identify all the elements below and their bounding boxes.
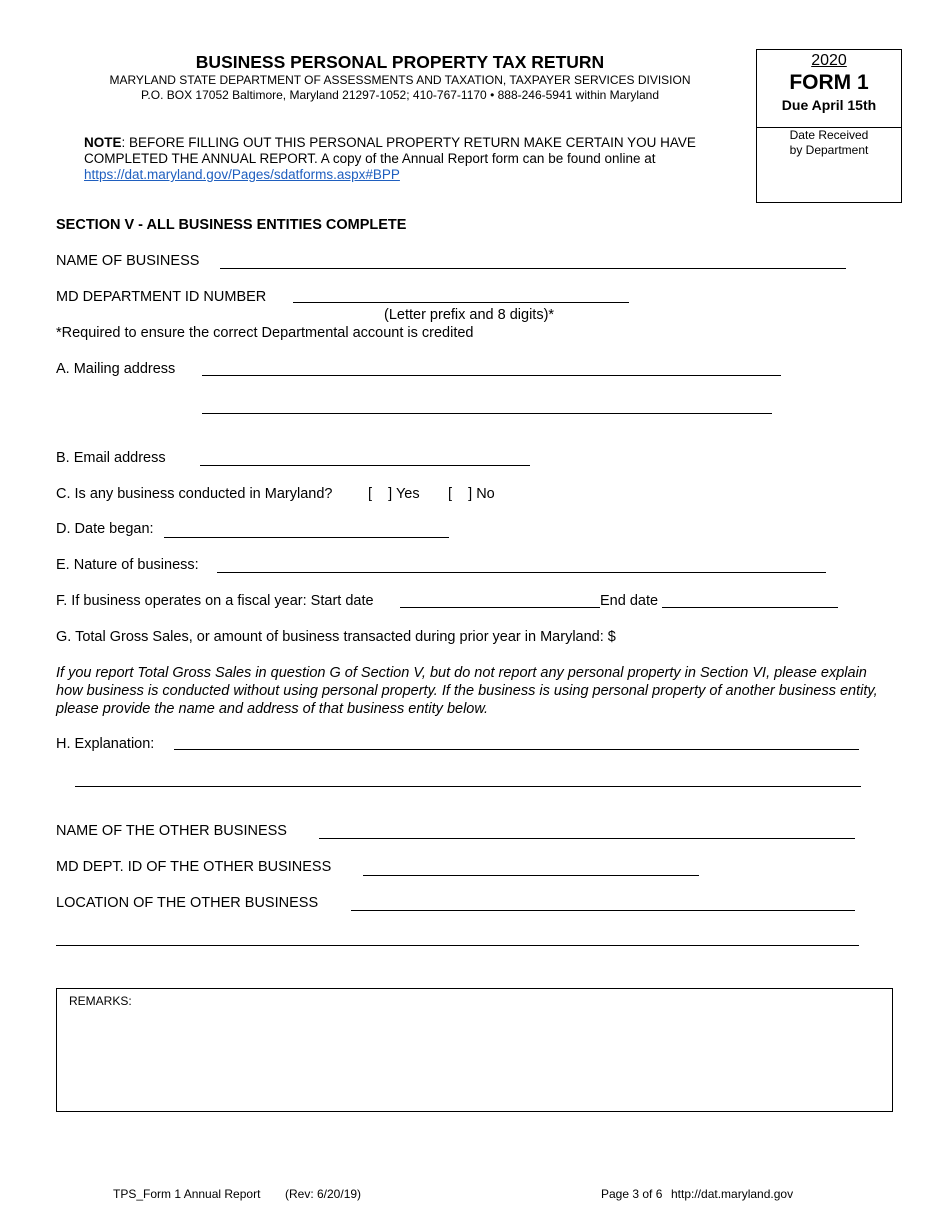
explanation-field-2[interactable]: [75, 786, 861, 787]
note-paragraph: [84, 135, 744, 183]
remarks-label: REMARKS:: [69, 994, 132, 1008]
other-business-id-field[interactable]: [363, 875, 699, 876]
footer-form-name: TPS_Form 1 Annual Report: [113, 1187, 261, 1201]
nature-of-business-field[interactable]: [217, 572, 826, 573]
mailing-address-field-1[interactable]: [202, 375, 781, 376]
note-label: NOTE: [84, 135, 122, 150]
annual-report-link[interactable]: https://dat.maryland.gov/Pages/sdatforms.aspx#BPP: [84, 167, 400, 182]
required-note: *Required to ensure the correct Departmental account is credited: [56, 325, 474, 341]
md-dept-id-label: MD DEPARTMENT ID NUMBER: [56, 289, 267, 305]
date-began-label: D. Date began:: [56, 521, 154, 537]
instructions-paragraph: If you report Total Gross Sales in question G of Section V, but do not report any personal property in Section VI, please explain how business is conducted without using personal property. If the business is using personal property of another business entity, please provide the name and address of that business entity below.: [56, 665, 878, 717]
name-of-business-label: NAME OF BUSINESS: [56, 253, 200, 269]
section-heading: SECTION V - ALL BUSINESS ENTITIES COMPLETE: [56, 217, 407, 233]
email-address-field[interactable]: [200, 465, 530, 466]
footer-url: http://dat.maryland.gov: [671, 1187, 794, 1201]
form-number: FORM 1: [789, 71, 869, 94]
business-in-md-label: C. Is any business conducted in Maryland?: [56, 486, 333, 502]
date-received-label: Date Received: [789, 128, 869, 142]
fiscal-year-start-label: F. If business operates on a fiscal year: Start date: [56, 593, 374, 609]
explanation-field-1[interactable]: [174, 749, 859, 750]
other-business-name-label: NAME OF THE OTHER BUSINESS: [56, 823, 287, 839]
explanation-label: H. Explanation:: [56, 736, 155, 752]
form-info-box: [756, 49, 902, 203]
mailing-address-field-2[interactable]: [202, 413, 772, 414]
mailing-address-label: A. Mailing address: [56, 361, 176, 377]
date-began-field[interactable]: [164, 537, 449, 538]
agency-address: P.O. BOX 17052 Baltimore, Maryland 21297-1052; 410-767-1170 • 888-246-5941 within Maryland: [140, 88, 660, 102]
other-business-location-label: LOCATION OF THE OTHER BUSINESS: [56, 895, 319, 911]
other-business-location-field-2[interactable]: [56, 945, 859, 946]
fiscal-end-date-field[interactable]: [662, 607, 838, 608]
note-text: : BEFORE FILLING OUT THIS PERSONAL PROPERTY RETURN MAKE CERTAIN YOU HAVE COMPLETED THE ANNUAL REPORT. A copy of the Annual Report form can be found online at: [84, 135, 696, 166]
other-business-id-label: MD DEPT. ID OF THE OTHER BUSINESS: [56, 859, 332, 875]
name-of-business-field[interactable]: [220, 268, 846, 269]
no-checkbox[interactable]: [ ] No: [448, 486, 495, 502]
fiscal-end-date-label: End date: [600, 593, 659, 609]
due-date: Due April 15th: [781, 97, 877, 113]
yes-checkbox[interactable]: [ ] Yes: [368, 486, 420, 502]
date-received-label-2: by Department: [789, 143, 869, 157]
form-title: BUSINESS PERSONAL PROPERTY TAX RETURN: [195, 52, 605, 72]
footer-page-number: Page 3 of 6: [601, 1187, 663, 1201]
email-address-label: B. Email address: [56, 450, 166, 466]
id-format-hint: (Letter prefix and 8 digits)*: [384, 307, 555, 323]
agency-name: MARYLAND STATE DEPARTMENT OF ASSESSMENTS AND TAXATION, TAXPAYER SERVICES DIVISION: [109, 73, 691, 87]
other-business-location-field[interactable]: [351, 910, 855, 911]
nature-of-business-label: E. Nature of business:: [56, 557, 199, 573]
form-year: 2020: [811, 52, 847, 69]
remarks-box[interactable]: [56, 988, 893, 1112]
gross-sales-label: G. Total Gross Sales, or amount of business transacted during prior year in Maryland: $: [56, 629, 616, 645]
md-dept-id-field[interactable]: [293, 302, 629, 303]
other-business-name-field[interactable]: [319, 838, 855, 839]
fiscal-start-date-field[interactable]: [400, 607, 600, 608]
footer-revision: (Rev: 6/20/19): [285, 1187, 362, 1201]
